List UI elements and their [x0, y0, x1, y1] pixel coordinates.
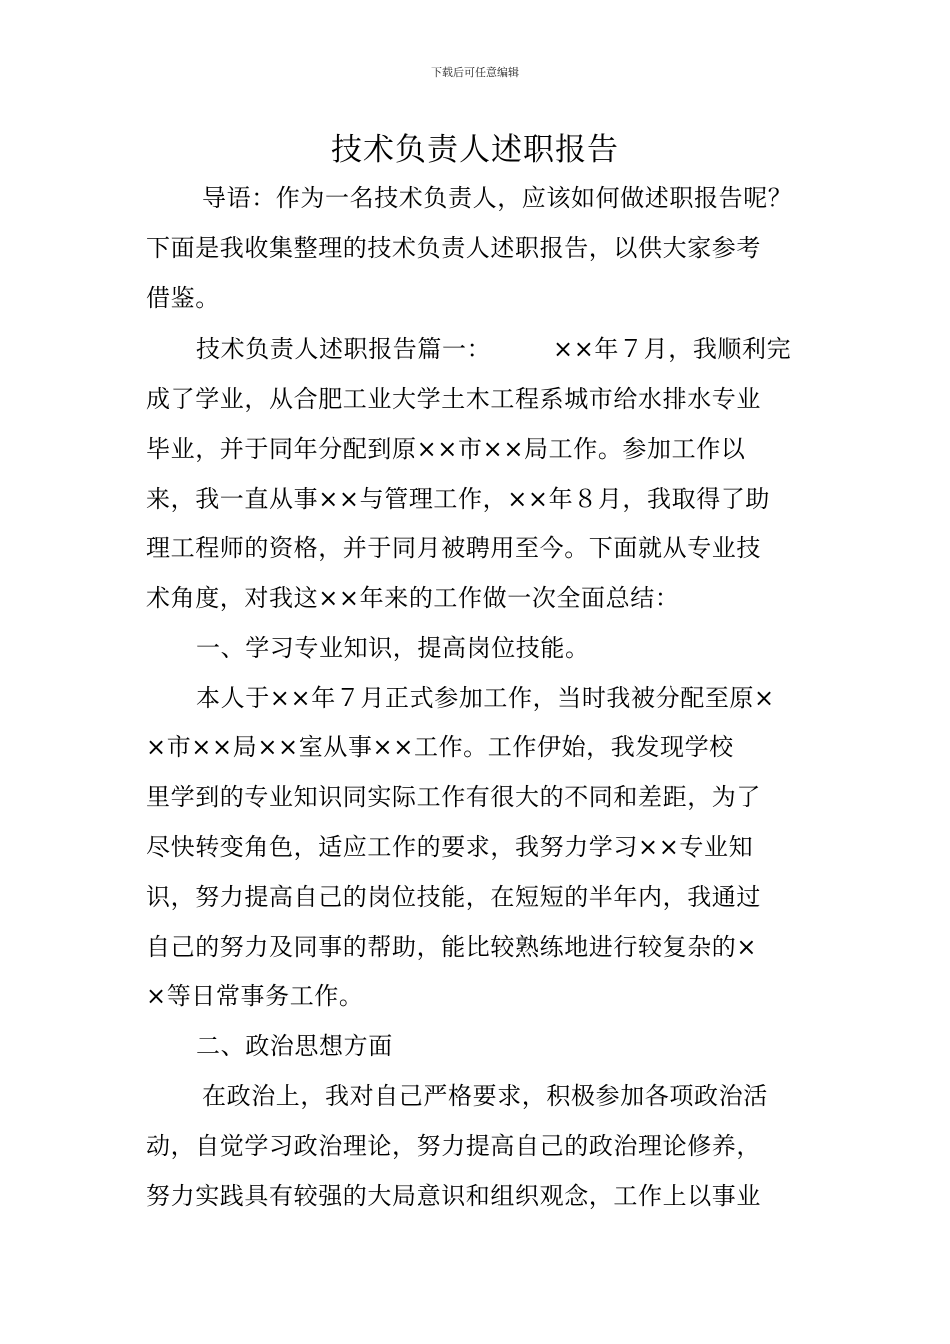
body-line-6: 毕业，并于同年分配到原××市××局工作。参加工作以	[146, 435, 746, 463]
body-line-1: 导语：作为一名技术负责人，应该如何做述职报告呢？	[202, 184, 793, 212]
body-line-5: 成了学业，从合肥工业大学土木工程系城市给水排水专业	[146, 385, 761, 413]
body-line-17: ×等日常事务工作。	[146, 982, 364, 1010]
body-line-20: 动，自觉学习政治理论，努力提高自己的政治理论修养，	[146, 1132, 761, 1160]
body-line-2: 下面是我收集整理的技术负责人述职报告，以供大家参考	[146, 234, 761, 262]
body-line-9: 术角度，对我这××年来的工作做一次全面总结：	[146, 584, 680, 612]
body-line-13: 里学到的专业知识同实际工作有很大的不同和差距，为了	[146, 783, 761, 811]
body-line-16: 自己的努力及同事的帮助，能比较熟练地进行较复杂的×	[146, 933, 758, 961]
body-line-19: 在政治上，我对自己严格要求，积极参加各项政治活	[202, 1082, 768, 1110]
body-line-4: 技术负责人述职报告篇一： ××年７月，我顺利完	[196, 335, 792, 363]
body-line-12: ×市××局××室从事××工作。工作伊始，我发现学校	[146, 733, 734, 761]
document-title: 技术负责人述职报告	[331, 132, 619, 168]
body-line-3: 借鉴。	[146, 284, 220, 312]
body-line-14: 尽快转变角色，适应工作的要求，我努力学习××专业知	[146, 833, 754, 861]
body-line-8: 理工程师的资格，并于同月被聘用至今。下面就从专业技	[146, 534, 761, 562]
header-note: 下载后可任意编辑	[431, 66, 519, 79]
body-line-11: 本人于××年７月正式参加工作，当时我被分配至原×	[196, 684, 775, 712]
body-line-7: 来，我一直从事××与管理工作，××年８月，我取得了助	[146, 485, 771, 513]
section-heading-2: 二、政治思想方面	[196, 1032, 393, 1060]
section-heading-1: 一、学习专业知识，提高岗位技能。	[196, 634, 590, 662]
body-line-21: 努力实践具有较强的大局意识和组织观念，工作上以事业	[146, 1182, 761, 1210]
body-line-15: 识，努力提高自己的岗位技能，在短短的半年内，我通过	[146, 883, 761, 911]
